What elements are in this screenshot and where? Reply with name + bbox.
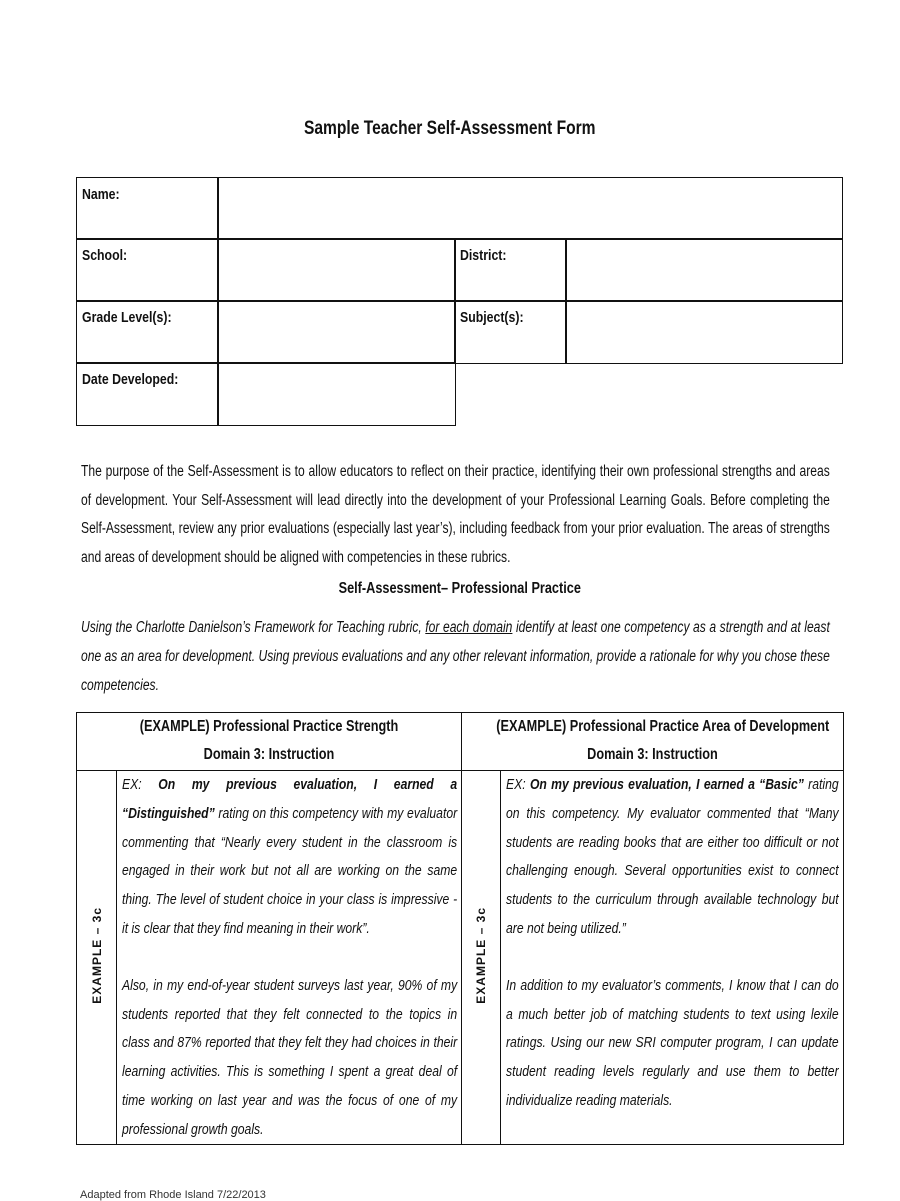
- subject-field[interactable]: [565, 300, 843, 364]
- teacher-info-table: [76, 177, 843, 426]
- school-field[interactable]: [217, 238, 456, 302]
- development-text-cell[interactable]: [501, 771, 844, 1145]
- subject-label-cell: Subject(s):: [454, 300, 567, 364]
- name-label-cell: Name:: [76, 177, 219, 240]
- strength-side-label-cell: [77, 771, 117, 1145]
- footer-note: Adapted from Rhode Island 7/22/2013: [80, 1189, 266, 1201]
- form-body: [76, 458, 843, 1201]
- school-label-cell: School:: [76, 238, 219, 302]
- example-table: [76, 712, 844, 1145]
- development-side-label-cell: [462, 771, 501, 1145]
- development-text: EX: On my previous evaluation, I earned a “Basic” rating on this competency. My evaluator commented that “Many students are reading books that are either too difficult or not challenging enough. Several opportunities exist to connect students to the curriculum through available technology but are not being utilized.” In addition to my evaluator’s comments, I know that I can do a much better job of matching students to text using lexile ratings. Using our new SRI computer program, I can update student reading levels regularly and use them to better individualize reading materials.: [506, 777, 839, 1109]
- for-each-domain-emphasis: for each domain: [425, 619, 513, 637]
- district-label-cell: District:: [454, 238, 567, 302]
- strength-text-cell[interactable]: [117, 771, 462, 1145]
- development-header: (EXAMPLE) Professional Practice Area of Development Domain 3: Instruction: [462, 713, 844, 771]
- date-label-cell: Date Developed:: [76, 362, 219, 426]
- section-heading: Self-Assessment– Professional Practice: [338, 580, 581, 598]
- strength-text: EX: On my previous evaluation, I earned a “Distinguished” rating on this competency with my evaluator commenting that “Nearly every student in the classroom is engaged in their work but not all are working on the same thing. The level of student choice in your class is impressive - it is clear that they find meaning in their work”. Also, in my end-of-year student surveys last year, 90% of my students reported that they felt connected to the topics in class and 87% reported that they felt they had choices in their learning activities. This is something I spent a great deal of time working on last year and was the focus of one of my professional growth goals.: [122, 777, 458, 1138]
- grade-field[interactable]: [217, 300, 456, 364]
- development-side-label: EXAMPLE – 3c: [474, 906, 488, 1004]
- strength-side-label: EXAMPLE – 3c: [89, 906, 104, 1004]
- name-field[interactable]: [217, 177, 843, 240]
- grade-label-cell: Grade Level(s):: [76, 300, 219, 364]
- district-field[interactable]: [565, 238, 843, 302]
- purpose-paragraph: The purpose of the Self-Assessment is to allow educators to reflect on their practice, identifying their own professional strengths and areas of development. Your Self-Assessment will lead directly into the development of your Professional Learning Goals. Before completing the Self-Assessment, review any prior evaluations (especially last year’s), including feedback from your prior evaluation. The areas of strengths and areas of development should be aligned with competencies in these rubrics.: [81, 463, 830, 566]
- instructions-paragraph: Using the Charlotte Danielson’s Framework for Teaching rubric, for each domain identify at least one competency as a strength and at least one as an area for development. Using previous evaluations and any other relevant information, provide a rationale for why you chose these competencies.: [81, 619, 830, 694]
- page-title: Sample Teacher Self-Assessment Form: [304, 118, 596, 139]
- strength-header: (EXAMPLE) Professional Practice Strength Domain 3: Instruction: [77, 713, 462, 771]
- date-field[interactable]: [217, 362, 456, 426]
